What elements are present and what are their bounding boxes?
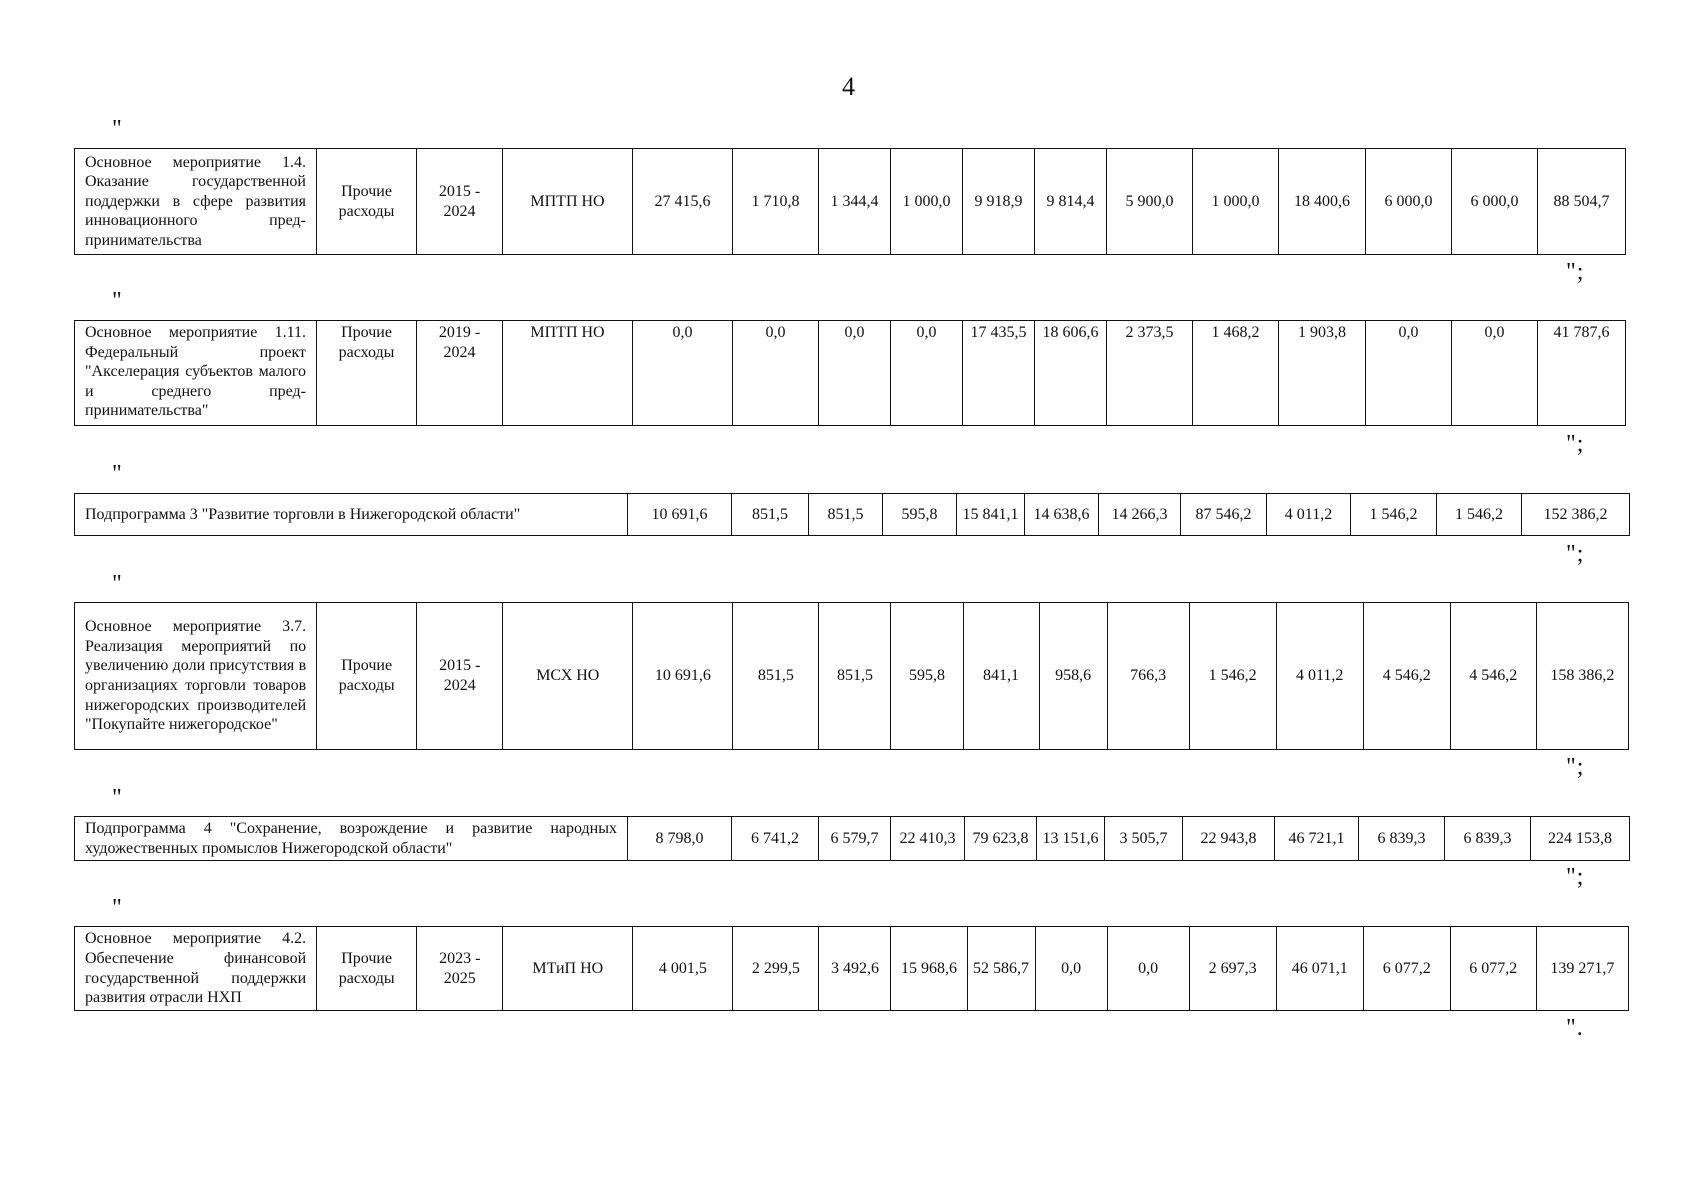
value-cell: 22 943,8: [1183, 817, 1275, 861]
value-cell: 4 546,2: [1363, 603, 1450, 750]
open-quote: ": [112, 571, 122, 597]
value-cell: 1 000,0: [1193, 149, 1279, 255]
value-cell: 224 153,8: [1531, 817, 1630, 861]
period: 2015 - 2024: [417, 603, 503, 750]
value-cell: 139 271,7: [1536, 927, 1628, 1011]
value-cell: 6 579,7: [819, 817, 891, 861]
value-cell: 158 386,2: [1536, 603, 1628, 750]
value-cell: 10 691,6: [633, 603, 733, 750]
measure-name: Основное мероприятие 1.4. Оказание государственной поддержки в сфере развития инновационного предпринимательства: [75, 149, 317, 255]
value-cell: 1 344,4: [819, 149, 891, 255]
value-cell: 52 586,7: [967, 927, 1035, 1011]
measure-table-3-7: [74, 602, 1629, 750]
open-quote: ": [112, 116, 122, 142]
value-cell: 958,6: [1039, 603, 1107, 750]
value-cell: 4 011,2: [1267, 494, 1351, 536]
table-row: [75, 149, 1626, 255]
subprogram-4-table: [74, 816, 1630, 861]
value-cell: 6 741,2: [732, 817, 819, 861]
close-quote: ";: [1566, 431, 1585, 457]
value-cell: 22 410,3: [891, 817, 965, 861]
value-cell: 0,0: [633, 321, 733, 426]
value-cell: 766,3: [1107, 603, 1189, 750]
value-cell: 6 839,3: [1359, 817, 1445, 861]
executor: МПТП НО: [503, 149, 633, 255]
value-cell: 1 903,8: [1279, 321, 1366, 426]
value-cell: 6 839,3: [1445, 817, 1531, 861]
close-quote: ";: [1566, 541, 1585, 567]
measure-table-1-11: [74, 320, 1626, 426]
value-cell: 851,5: [733, 603, 819, 750]
value-cell: 2 697,3: [1189, 927, 1276, 1011]
value-cell: 87 546,2: [1181, 494, 1267, 536]
value-cell: 595,8: [891, 603, 963, 750]
measure-table-4-2: [74, 926, 1629, 1011]
measure-table-1-4: [74, 148, 1626, 255]
period: 2023 - 2025: [417, 927, 503, 1011]
value-cell: 4 011,2: [1276, 603, 1363, 750]
executor: МСХ НО: [503, 603, 633, 750]
value-cell: 1 546,2: [1437, 494, 1522, 536]
expense-type: Прочие расходы: [317, 927, 417, 1011]
measure-name: Основное мероприятие 4.2. Обеспечение финансовой государственной поддержки развития отрасли НХП: [75, 927, 317, 1011]
value-cell: 1 000,0: [891, 149, 963, 255]
subprogram-name: Подпрограмма 4 "Сохранение, возрождение и развитие народных художественных промыслов Нижегородской области": [75, 817, 628, 861]
value-cell: 79 623,8: [965, 817, 1037, 861]
close-quote: ";: [1566, 259, 1585, 285]
table-row: [75, 603, 1629, 750]
value-cell: 13 151,6: [1037, 817, 1105, 861]
measure-name: Основное мероприятие 1.11. Федеральный проект "Акселерация субъектов малого и среднего предпринимательства": [75, 321, 317, 426]
expense-type: Прочие расходы: [317, 603, 417, 750]
value-cell: 595,8: [883, 494, 957, 536]
open-quote: ": [112, 288, 122, 314]
value-cell: 6 000,0: [1366, 149, 1452, 255]
table-row: [75, 817, 1630, 861]
value-cell: 0,0: [891, 321, 963, 426]
value-cell: 2 373,5: [1107, 321, 1193, 426]
value-cell: 1 546,2: [1189, 603, 1276, 750]
executor: МПТП НО: [503, 321, 633, 426]
subprogram-3-table: [74, 493, 1630, 536]
value-cell: 4 546,2: [1450, 603, 1536, 750]
open-quote: ": [112, 461, 122, 487]
value-cell: 6 077,2: [1363, 927, 1450, 1011]
value-cell: 3 492,6: [819, 927, 891, 1011]
value-cell: 0,0: [819, 321, 891, 426]
value-cell: 6 077,2: [1450, 927, 1536, 1011]
value-cell: 1 710,8: [733, 149, 819, 255]
value-cell: 15 968,6: [891, 927, 967, 1011]
executor: МТиП НО: [503, 927, 633, 1011]
value-cell: 27 415,6: [633, 149, 733, 255]
value-cell: 10 691,6: [628, 494, 732, 536]
table-row: [75, 494, 1630, 536]
value-cell: 841,1: [963, 603, 1039, 750]
value-cell: 0,0: [1107, 927, 1189, 1011]
expense-type: Прочие расходы: [317, 321, 417, 426]
value-cell: 851,5: [819, 603, 891, 750]
value-cell: 3 505,7: [1105, 817, 1183, 861]
value-cell: 41 787,6: [1538, 321, 1626, 426]
subprogram-name: Подпрограмма 3 "Развитие торговли в Нижегородской области": [75, 494, 628, 536]
value-cell: 8 798,0: [628, 817, 732, 861]
value-cell: 152 386,2: [1522, 494, 1630, 536]
value-cell: 14 638,6: [1025, 494, 1099, 536]
value-cell: 4 001,5: [633, 927, 733, 1011]
page-number: 4: [842, 72, 855, 101]
value-cell: 46 071,1: [1276, 927, 1363, 1011]
value-cell: 9 814,4: [1035, 149, 1107, 255]
value-cell: 15 841,1: [957, 494, 1025, 536]
value-cell: 9 918,9: [963, 149, 1035, 255]
period: 2019 - 2024: [417, 321, 503, 426]
expense-type: Прочие расходы: [317, 149, 417, 255]
table-row: [75, 927, 1629, 1011]
open-quote: ": [112, 785, 122, 811]
value-cell: 0,0: [1452, 321, 1538, 426]
value-cell: 1 468,2: [1193, 321, 1279, 426]
value-cell: 46 721,1: [1275, 817, 1359, 861]
value-cell: 2 299,5: [733, 927, 819, 1011]
close-quote: ".: [1566, 1015, 1584, 1041]
value-cell: 18 606,6: [1035, 321, 1107, 426]
value-cell: 1 546,2: [1351, 494, 1437, 536]
value-cell: 0,0: [1366, 321, 1452, 426]
value-cell: 88 504,7: [1538, 149, 1626, 255]
value-cell: 851,5: [809, 494, 883, 536]
period: 2015 - 2024: [417, 149, 503, 255]
close-quote: ";: [1566, 864, 1585, 890]
value-cell: 17 435,5: [963, 321, 1035, 426]
value-cell: 0,0: [1035, 927, 1107, 1011]
value-cell: 6 000,0: [1452, 149, 1538, 255]
value-cell: 14 266,3: [1099, 494, 1181, 536]
value-cell: 5 900,0: [1107, 149, 1193, 255]
value-cell: 18 400,6: [1279, 149, 1366, 255]
value-cell: 851,5: [732, 494, 809, 536]
table-row: [75, 321, 1626, 426]
measure-name: Основное мероприятие 3.7. Реализация мероприятий по увеличению доли присутствия в организациях торговли товаров нижегородских производителей "Покупайте нижегородское": [75, 603, 317, 750]
value-cell: 0,0: [733, 321, 819, 426]
open-quote: ": [112, 895, 122, 921]
close-quote: ";: [1566, 754, 1585, 780]
